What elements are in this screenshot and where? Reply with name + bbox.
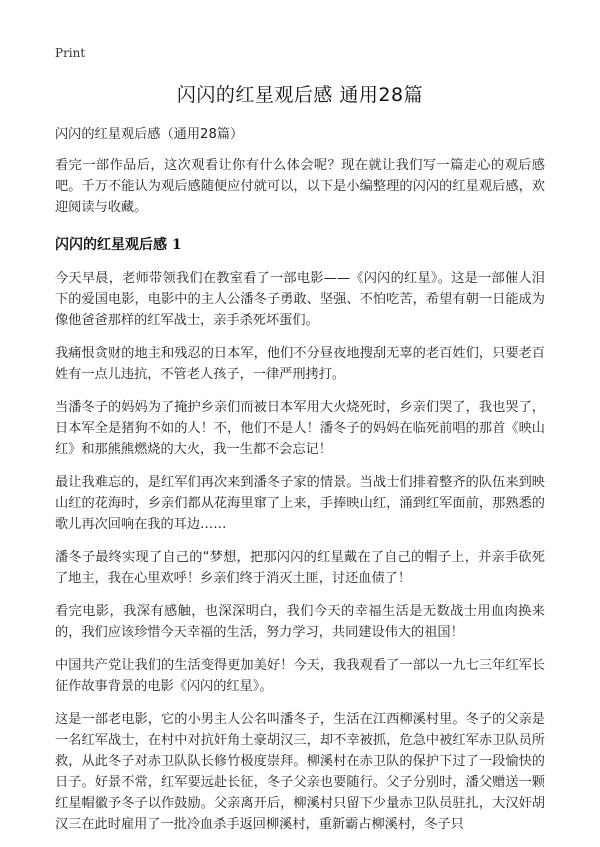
paragraph-1: 今天早晨，老师带领我们在教室看了一部电影——《闪闪的红星》。这是一部催人泪下的爱国电影，电影中的主人公潘冬子勇敢、坚强、不怕吃苦，希望有朝一日能成为像他爸爸那样的红军战士，亲手杀死坏蛋们。 [55,271,545,328]
article-body [55,124,545,847]
intro-paragraph: 看完一部作品后，这次观看让你有什么体会呢？现在就让我们写一篇走心的观后感吧。千万不能认为观后感随便应付就可以，以下是小编整理的闪闪的红星观后感，欢迎阅读与收藏。 [55,158,545,215]
section-heading: 闪闪的红星观后感 1 [55,237,182,253]
paragraph-7: 中国共产党让我们的生活变得更加美好！今天，我我观看了一部以一九七三年红军长征作故事背景的电影《闪闪的红星》。 [55,658,545,694]
page-title: 闪闪的红星观后感 通用28篇 [176,84,424,106]
print-link[interactable]: Print [55,46,86,60]
paragraph-3: 当潘冬子的妈妈为了掩护乡亲们而被日本军用大火烧死时，乡亲们哭了，我也哭了，日本军全是猪狗不如的人！不，他们不是人！潘冬子的妈妈在临死前唱的那首《映山红》和那熊熊燃烧的大火，我一生都不会忘记！ [55,400,545,457]
article-subtitle: 闪闪的红星观后感（通用28篇） [55,127,244,142]
paragraph-4: 最让我难忘的，是红军们再次来到潘冬子家的情景。当战士们排着整齐的队伍来到映山红的花海时，乡亲们都从花海里窜了上来，手捧映山红，涌到红军面前，那熟悉的歌儿再次回响在我的耳边…… [55,475,545,532]
paragraph-6: 看完电影，我深有感触，也深深明白，我们今天的幸福生活是无数战士用血肉换来的，我们应该珍惜今天幸福的生活，努力学习，共同建设伟大的祖国！ [55,604,545,640]
paragraph-8: 这是一部老电影，它的小男主人公名叫潘冬子，生活在江西柳溪村里。冬子的父亲是一名红军战士，在村中对抗奸角土豪胡汉三，却不幸被抓，危急中被红军赤卫队员所救，从此冬子对赤卫队队长修竹极度崇拜。柳溪村在赤卫队的保护下过了一段愉快的日子。好景不常，红军要远赴长征，冬子父亲也要随行。父子分别时，潘父赠送一颗红星帽徽予冬子以作鼓励。父亲离开后，柳溪村只留下少量赤卫队员驻扎，大汉奸胡汉三在此时雇用了一批冷血杀手返回柳溪村，重新霸占柳溪村，冬子只 [55,712,545,832]
paragraph-5: 潘冬子最终实现了自己的“梦想，把那闪闪的红星戴在了自己的帽子上，并亲手砍死了地主，我在心里欢呼！乡亲们终于消灭土匪，讨还血债了！ [55,550,545,586]
paragraph-2: 我痛恨贪财的地主和残忍的日本军，他们不分昼夜地搜刮无辜的老百姓们，只要老百姓有一点儿违抗，不管老人孩子，一律严刑拷打。 [55,346,545,382]
